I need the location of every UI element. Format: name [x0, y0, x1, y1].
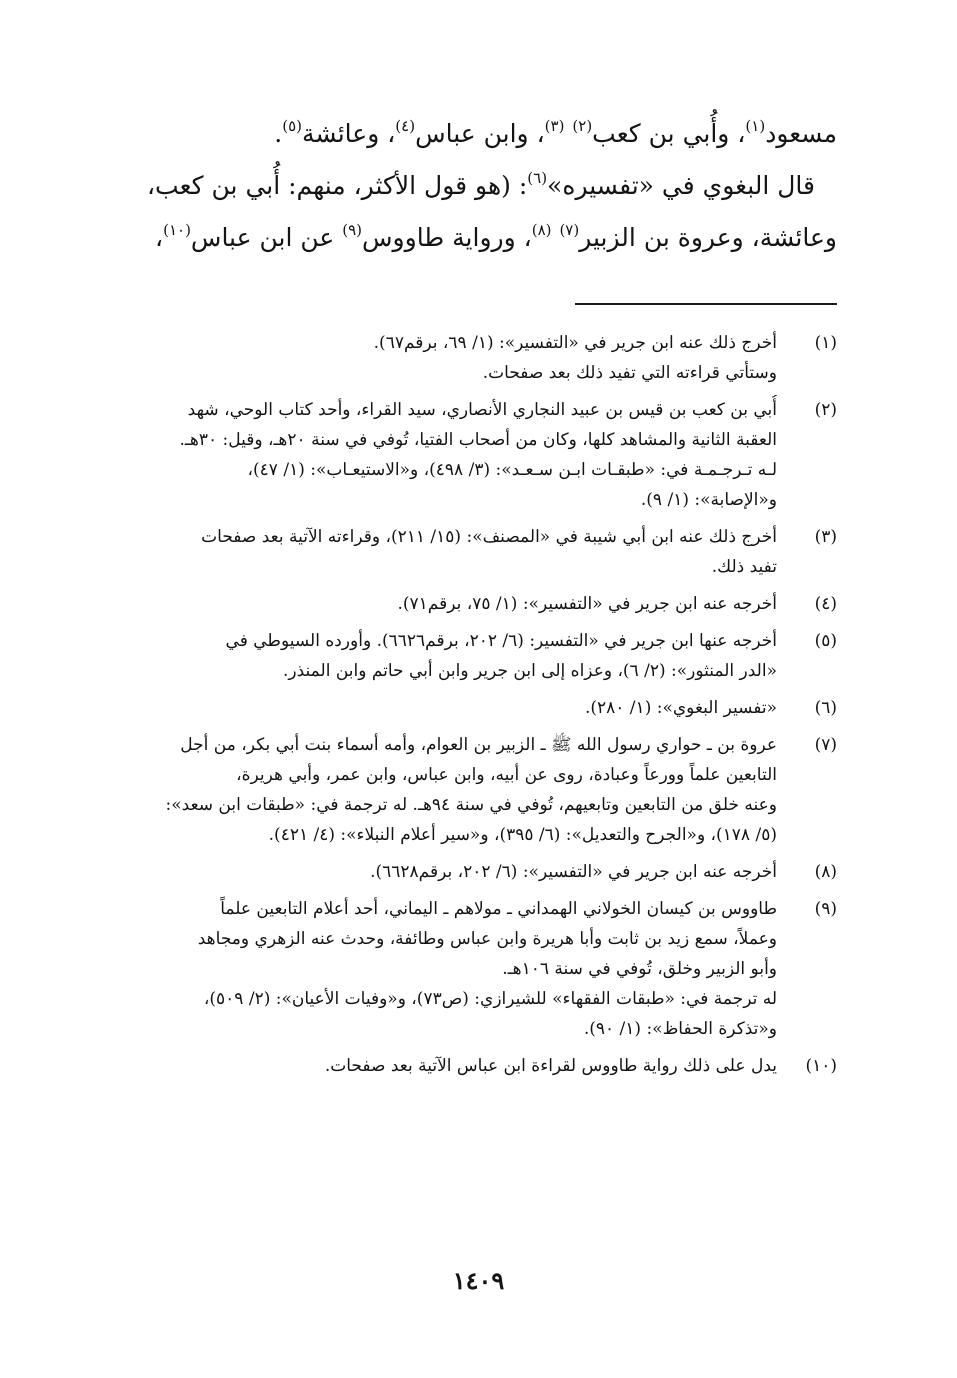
text-segment: ، وأُبي بن كعب [592, 119, 746, 148]
main-text-line-2 [117, 160, 837, 212]
footnote-line: وعنه خلق من التابعين وتابعيهم، تُوفي في سنة ٩٤هـ. له ترجمة في: «طبقات ابن سعد»: [165, 795, 777, 815]
footnote-line: أخرج ذلك عنه ابن أبي شيبة في «المصنف»: (١٥/ ٢١١)، وقراءته الآتية بعد صفحات [201, 527, 777, 547]
footnote-ref[interactable]: (٤) [395, 116, 416, 135]
text-segment: ، وعائشة [302, 119, 396, 148]
footnote-ref[interactable]: (٨) [531, 220, 552, 239]
footnote-line: وعملاً، سمع زيد بن ثابت وأبا هريرة وابن عباس وطائفة، وحدث عنه الزهري ومجاهد [197, 929, 777, 949]
text-segment: ، وابن عباس [415, 119, 545, 148]
main-text [117, 108, 837, 264]
footnote-line: «تفسير البغوي»: (١/ ٢٨٠). [584, 698, 777, 718]
footnote-7 [137, 730, 837, 850]
footnote-number: (١٠) [805, 1056, 837, 1076]
page-number: ١٤٠٩ [452, 1266, 505, 1295]
footnote-number: (٣) [814, 527, 837, 547]
footnote-line: وستأتي قراءته التي تفيد ذلك بعد صفحات. [482, 363, 777, 383]
footnote-line: لـه تـرجـمـة في: «طبقـات ابـن سـعـد»: (٣/ ٤٩٨)، و«الاستيعـاب»: (١/ ٤٧)، [247, 460, 777, 480]
footnote-ref[interactable]: (٩) [342, 220, 363, 239]
footnote-ref[interactable]: (١٠) [163, 220, 191, 239]
footnote-line: أُبي بن كعب بن قيس بن عبيد النجاري الأنصاري، سيد القراء، وأحد كتاب الوحي، شهد [187, 400, 777, 420]
footnote-4 [137, 589, 837, 619]
footnote-1 [137, 328, 837, 388]
main-text-line-3 [117, 212, 837, 264]
footnote-5 [137, 626, 837, 686]
footnote-number: (٩) [814, 899, 837, 919]
footnote-line: و«الإصابة»: (١/ ٩). [640, 490, 777, 510]
footnote-line: و«تذكرة الحفاظ»: (١/ ٩٠). [583, 1019, 777, 1039]
footnote-number: (٥) [814, 631, 837, 651]
footnote-2 [137, 395, 837, 515]
footnote-line: (٥/ ١٧٨)، و«الجرح والتعديل»: (٦/ ٣٩٥)، و«سير أعلام النبلاء»: (٤/ ٤٢١). [268, 825, 777, 845]
footnote-6 [137, 693, 837, 723]
footnote-number: (٢) [814, 400, 837, 420]
footnote-ref[interactable]: (٦) [527, 168, 548, 187]
footnote-line: أخرجه عنها ابن جرير في «التفسير: (٦/ ٢٠٢، برقم٦٦٢٦). وأورده السيوطي في [225, 631, 777, 651]
text-segment: : (هو قول الأكثر، منهم: أُبي بن كعب، [146, 171, 528, 200]
footnote-line: أخرجه عنه ابن جرير في «التفسير»: (١/ ٧٥، برقم٧١). [397, 594, 777, 614]
footnote-number: (١) [814, 333, 837, 353]
text-segment: قال البغوي في «تفسيره» [547, 171, 815, 200]
text-segment: ، ورواية طاووس [362, 223, 532, 252]
footnotes [137, 328, 837, 1088]
footnote-ref[interactable]: (١) [745, 116, 766, 135]
footnote-line: عروة بن ـ حواري رسول الله ﷺ ـ الزبير بن العوام، وأمه أسماء بنت أبي بكر، من أجل [180, 735, 777, 755]
footnote-separator [575, 303, 837, 305]
footnote-line: له ترجمة في: «طبقات الفقهاء» للشيرازي: (ص٧٣)، و«وفيات الأعيان»: (٢/ ٥٠٩)، [203, 989, 777, 1009]
footnote-line: العقبة الثانية والمشاهد كلها، وكان من أصحاب الفتيا، تُوفي في سنة ٢٠هـ، وقيل: ٣٠هـ. [179, 430, 777, 450]
text-segment: ، [155, 223, 164, 252]
footnote-line: طاووس بن كيسان الخولاني الهمداني ـ مولاهم ـ اليماني، أحد أعلام التابعين علماً [220, 899, 777, 919]
text-segment: وعائشة، وعروة بن الزبير [579, 223, 837, 252]
footnote-line: أخرج ذلك عنه ابن جرير في «التفسير»: (١/ ٦٩، برقم٦٧). [373, 333, 777, 353]
footnote-ref[interactable]: (٣) [544, 116, 565, 135]
footnote-ref[interactable]: (٧) [559, 220, 580, 239]
footnote-ref[interactable]: (٥) [282, 116, 302, 135]
footnote-3 [137, 522, 837, 582]
footnote-number: (٧) [814, 735, 837, 755]
footnote-ref[interactable]: (٢) [572, 116, 593, 135]
main-text-line-1 [117, 108, 837, 160]
footnote-number: (٦) [814, 698, 837, 718]
text-segment: . [274, 119, 283, 148]
footnote-line: التابعين علماً وورعاً وعبادة، روى عن أبيه، وابن عباس، وابن عمر، وأبي هريرة، [236, 765, 777, 785]
footnote-line: أخرجه عنه ابن جرير في «التفسير»: (٦/ ٢٠٢، برقم٦٦٢٨). [370, 862, 777, 882]
footnote-8 [137, 857, 837, 887]
footnote-number: (٨) [814, 862, 837, 882]
footnote-9 [137, 894, 837, 1044]
footnote-number: (٤) [814, 594, 837, 614]
footnote-10 [137, 1051, 837, 1081]
footnote-line: تفيد ذلك. [711, 557, 777, 577]
footnote-line: وأبو الزبير وخلق، تُوفي في سنة ١٠٦هـ. [502, 959, 777, 979]
footnote-line: «الدر المنثور»: (٢/ ٦)، وعزاه إلى ابن جرير وابن أبي حاتم وابن المنذر. [283, 661, 777, 681]
footnote-line: يدل على ذلك رواية طاووس لقراءة ابن عباس الآتية بعد صفحات. [324, 1056, 777, 1076]
text-segment: مسعود [765, 119, 837, 148]
text-segment: عن ابن عباس [190, 223, 343, 252]
